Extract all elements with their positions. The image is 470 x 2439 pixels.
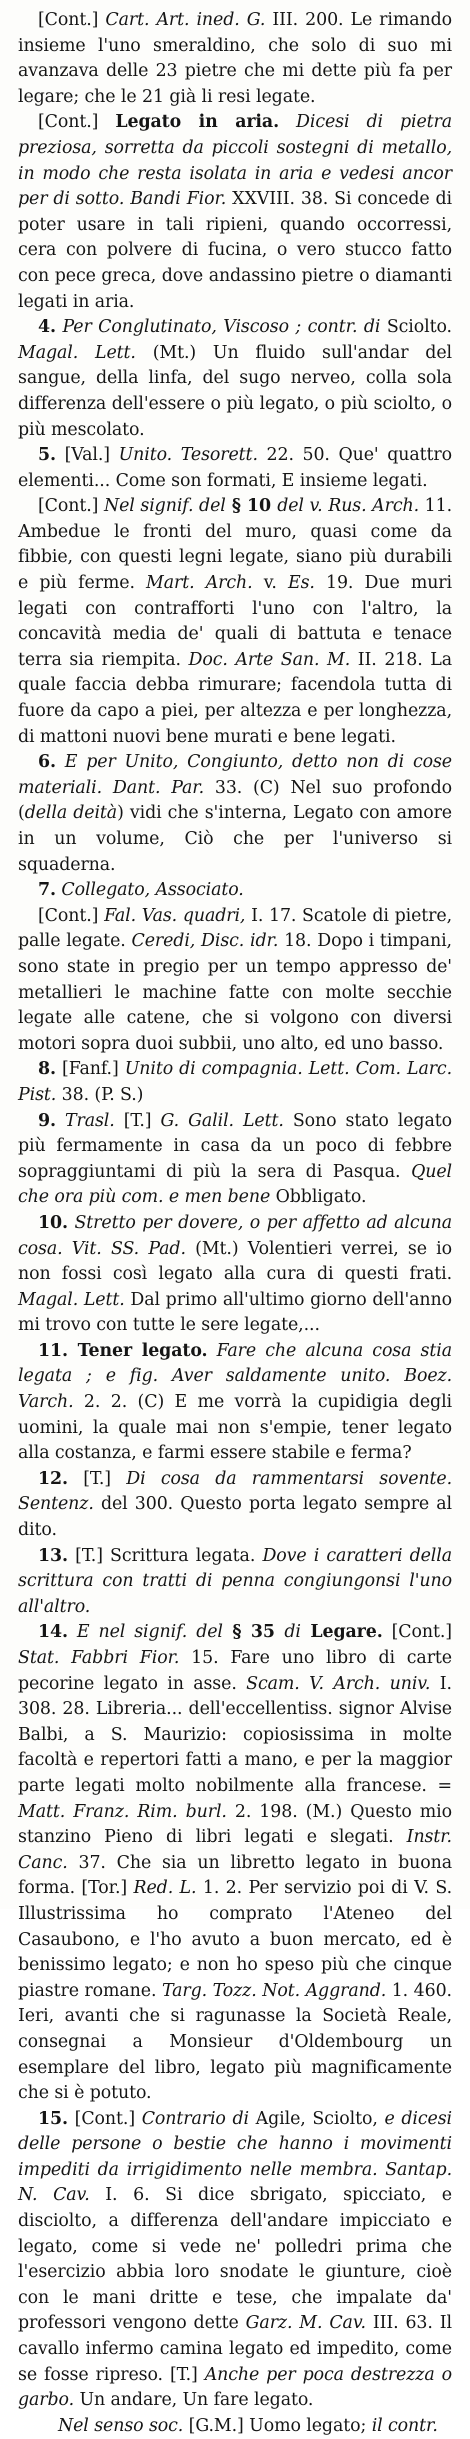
italic-gloss: Magal. Lett. bbox=[18, 1289, 125, 1310]
entry-text: Obbligato. bbox=[270, 1187, 367, 1208]
entry-text: [T.] bbox=[67, 1468, 127, 1489]
entry-text: 1. 460. Ieri, avanti che si ragunasse la Società Reale, consegnai a Monsieur d'Oldembourg un esemplare del libro, legato più magnificamente che si è potuto. bbox=[18, 1980, 452, 2104]
italic-gloss: di bbox=[284, 1622, 301, 1643]
entry-paragraph bbox=[18, 1620, 452, 2106]
italic-gloss: Dove i caratteri della scrittura con tratti di penna congiungonsi l'uno all'altro. bbox=[18, 1545, 452, 1617]
entry-text: [Fanf.] bbox=[55, 1059, 125, 1080]
italic-gloss: Unito di compagnia. Lett. Com. Larc. Pist. bbox=[18, 1059, 452, 1105]
entry-paragraph bbox=[18, 8, 452, 110]
italic-gloss: della deità bbox=[24, 803, 118, 824]
italic-gloss: Garz. M. Cav. bbox=[245, 2313, 366, 2334]
italic-gloss: Targ. Tozz. Not. Aggrand. bbox=[161, 1980, 387, 2001]
entry-text: [Cont.] bbox=[38, 905, 105, 926]
italic-gloss: Stretto per dovere, o per affetto ad alcuna cosa. Vit. SS. Pad. bbox=[18, 1212, 452, 1259]
entry-text: [Cont.] bbox=[38, 112, 116, 133]
italic-gloss: Mart. Arch. bbox=[146, 573, 253, 594]
entry-paragraph bbox=[18, 2414, 452, 2439]
sense-number: 12. bbox=[38, 1468, 68, 1489]
italic-gloss: Stat. Fabbri Fior. bbox=[18, 1648, 180, 1668]
entry-paragraph bbox=[18, 1339, 452, 1467]
italic-gloss: G. Galil. Lett. bbox=[160, 1110, 284, 1131]
entry-paragraph bbox=[18, 1109, 452, 1211]
entry-paragraph bbox=[18, 1544, 452, 1621]
sense-number: 7. bbox=[38, 880, 56, 901]
italic-gloss: Doc. Arte San. M. bbox=[188, 649, 351, 670]
italic-gloss: del v. Rus. Arch. bbox=[277, 496, 420, 517]
entry-text: III. 200. Le rimando insieme l'uno smeraldino, che solo di suo mi avanzava delle 23 pietre che mi dette più fa per legare; che le 21 già li resi legate. bbox=[18, 10, 453, 107]
entry-text: 1. 2. Per servizio poi di V. S. Illustrissima ho comprato l'Ateneo del Casaubono, e l'ho avuto a buon mercato, ed è benissimo legato; e non ho speso più che cinque piastre romane. bbox=[18, 1878, 452, 2001]
entry-text: [G.M.] Uomo legato; bbox=[183, 2415, 372, 2436]
italic-gloss: Nel senso soc. bbox=[58, 2415, 184, 2436]
sense-number: 13. bbox=[38, 1545, 68, 1566]
entry-text: 2. 2. (C) E me vorrà la cupidigia degli uomini, la quale mai non s'empie, tener legato alla costanza, e farmi essere stabile e ferma? bbox=[18, 1392, 452, 1464]
italic-gloss: E nel signif. del bbox=[67, 1622, 223, 1643]
sense-number: 11. bbox=[38, 1340, 68, 1361]
italic-gloss: Anche per poca destrezza o garbo. bbox=[18, 2364, 452, 2411]
italic-gloss: Scam. V. Arch. univ. bbox=[246, 1673, 431, 1694]
entry-paragraph bbox=[18, 494, 452, 750]
entry-text: del 300. Questo porta legato sempre al dito. bbox=[18, 1494, 452, 1541]
entry-text: I. 308. 28. Libreria... dell'eccellentiss. signor Alvise Balbi, a S. Maurizio: copiosissima in molte facoltà e repertori fatti a mano, e per la maggior parte legati molto nobilmente alla francese. = bbox=[18, 1673, 452, 1796]
sense-number: 8. bbox=[38, 1059, 56, 1080]
italic-gloss: Red. L. bbox=[133, 1878, 197, 1899]
italic-gloss: Magal. Lett. bbox=[18, 342, 136, 363]
italic-gloss: Cart. Art. ined. G. bbox=[105, 10, 266, 30]
entry-text: 38. (P. S.) bbox=[56, 1084, 144, 1105]
entry-text: II. 218. La quale faccia debba rimurare; facendola tutta di fuore da capo a piei, per altezza e per longhezza, di mattoni nuovi bene murati e bene legati. bbox=[18, 649, 452, 747]
entry-paragraph bbox=[18, 110, 452, 315]
entry-text bbox=[56, 1111, 65, 1131]
entry-paragraph bbox=[18, 1467, 452, 1544]
entry-text: [Cont.] bbox=[382, 1622, 452, 1643]
sense-number: 9. bbox=[38, 1110, 56, 1131]
sense-number: 15. bbox=[38, 2108, 68, 2129]
entry-paragraph bbox=[18, 2107, 452, 2414]
italic-gloss: Quel che ora più com. e men bene bbox=[18, 1161, 452, 1208]
italic-gloss: Trasl. bbox=[64, 1110, 115, 1131]
entry-headword: Legare. bbox=[300, 1622, 383, 1643]
entry-text: ) vidi che s'interna, Legato con amore in un volume, Ciò che per l'universo si squaderna. bbox=[18, 803, 452, 875]
entry-paragraph bbox=[18, 878, 452, 904]
entry-text: 11. Ambedue le fronti del muro, quasi come da fibbie, con questi legni legate, siano più durabili e più ferme. bbox=[18, 496, 453, 594]
entry-text: III. 63. Il cavallo infermo camina legato ed impedito, come se fosse ripreso. [T.] bbox=[18, 2313, 452, 2385]
entry-paragraph bbox=[18, 1211, 452, 1339]
entry-text: 15. Fare uno libro di carte pecorine legato in asse. bbox=[18, 1648, 452, 1694]
entry-paragraph bbox=[18, 1057, 452, 1108]
entry-text: (Mt.) Volentieri verrei, se io non fossi così legato alla cura di questi frati. bbox=[18, 1238, 452, 1285]
entry-text: [T.] Scrittura legata. bbox=[67, 1545, 263, 1566]
italic-gloss: Di cosa da rammentarsi sovente. Sentenz. bbox=[18, 1468, 452, 1515]
sense-number: § 35 bbox=[222, 1622, 285, 1643]
entry-text: XXVIII. 38. Si concede di poter usare in tali ripieni, quando occorressi, cera con polvere di fucina, o vero stucco fatto con pece greca, dove andassino pietre o diamanti legati in aria. bbox=[18, 189, 452, 312]
italic-gloss: Nel signif. del bbox=[104, 496, 226, 517]
italic-gloss: Per Conglutinato, Viscoso ; contr. di bbox=[55, 317, 381, 338]
entry-text: 19. Due muri legati con contrafforti l'uno con l'altro, la concavità media de' quali di battuta e tenace terra sia riempita. bbox=[18, 573, 452, 670]
italic-gloss: il contr. bbox=[371, 2415, 438, 2436]
entry-list bbox=[18, 8, 452, 2439]
entry-text: 33. (C) Nel suo profondo ( bbox=[18, 777, 452, 824]
italic-gloss: Es. bbox=[287, 573, 315, 594]
sense-number: § 10 bbox=[225, 496, 278, 517]
entry-paragraph bbox=[18, 443, 452, 494]
sense-number: 6. bbox=[38, 752, 56, 773]
sense-number: 14. bbox=[38, 1622, 68, 1643]
entry-headword: Tener legato. bbox=[67, 1340, 208, 1361]
entry-text: I. 6. Si dice sbrigato, spicciato, e disciolto, a differenza dell'andare impicciato e legato, come si vede ne' polledri prima che l'esercizio abbia loro snodate le giunture, cioè con le mani dritte e tese, che impalate da' professori vengono dette bbox=[18, 2185, 452, 2334]
italic-gloss: Instr. Canc. bbox=[18, 1827, 452, 1873]
entry-text: [Cont.] bbox=[38, 10, 106, 30]
entry-headword: Legato in aria. bbox=[115, 112, 280, 133]
italic-gloss: Matt. Franz. Rim. burl. bbox=[18, 1801, 227, 1822]
entry-text: Sciolto. bbox=[380, 317, 452, 338]
entry-text: v. bbox=[252, 573, 288, 594]
entry-text: Un andare, Un fare legato. bbox=[74, 2390, 314, 2411]
sense-number: 4. bbox=[38, 317, 56, 338]
entry-text: [Cont.] bbox=[38, 496, 104, 517]
entry-text: Sono stato legato più fermamente in casa da un poco di febbre sopraggiuntami di più la sera di Pasqua. bbox=[18, 1110, 452, 1182]
entry-text: 37. Che sia un libretto legato in buona forma. [Tor.] bbox=[18, 1852, 452, 1899]
sense-number: 5. bbox=[38, 445, 56, 466]
entry-text: Agile, Sciolto, bbox=[248, 2108, 385, 2129]
italic-gloss: Dicesi di pietra preziosa, sorretta da piccoli sostegni di metallo, in modo che resta isolata in aria e vedesi ancor per di sotto. Bandi Fior. bbox=[18, 112, 452, 210]
italic-gloss: e dicesi delle persone o bestie che hanno i movimenti impediti da irrigidimento nelle membra. Santap. N. Cav. bbox=[18, 2108, 453, 2206]
entry-text: [Cont.] bbox=[67, 2108, 142, 2129]
italic-gloss: Unito. Tesorett. bbox=[118, 445, 258, 466]
entry-paragraph bbox=[18, 750, 452, 878]
entry-text: 2. 198. (M.) Questo mio stanzino Pieno di libri legati e slegati. bbox=[18, 1801, 452, 1848]
entry-text: [Val.] bbox=[55, 445, 119, 466]
entry-text: 18. Dopo i timpani, sono state in pregio per un tempo appresso de' metallieri le machine fatte con molte secchie legate alle catene, che si volgono con diversi motori sopra duoi subbii, uno alto, ed uno basso. bbox=[18, 931, 452, 1054]
entry-text: Dal primo all'ultimo giorno dell'anno mi trovo con tutte le sere legate,... bbox=[18, 1289, 452, 1336]
italic-gloss: Ceredi, Disc. idr. bbox=[131, 931, 279, 952]
entry-paragraph bbox=[18, 904, 452, 1058]
entry-text: (Mt.) Un fluido sull'andar del sangue, della linfa, del sugo nerveo, colla sola differenza dell'essere o più legato, o più sciolto, o più mescolato. bbox=[18, 342, 452, 440]
italic-gloss: Fare che alcuna cosa stia legata ; e fig. Aver saldamente unito. Boez. Varch. bbox=[18, 1340, 452, 1413]
italic-gloss: Contrario di bbox=[141, 2108, 249, 2129]
entry-paragraph bbox=[18, 315, 452, 443]
italic-gloss: Fal. Vas. quadri, bbox=[104, 905, 246, 926]
entry-text: [T.] bbox=[114, 1110, 161, 1131]
entry-text: 22. 50. Que' quattro elementi... Come son formati, E insieme legati. bbox=[18, 445, 452, 491]
entry-text: I. 17. Scatole di pietre, palle legate. bbox=[18, 905, 452, 952]
sense-number: 10. bbox=[38, 1212, 68, 1233]
italic-gloss: Collegato, Associato. bbox=[55, 880, 244, 901]
italic-gloss: E per Unito, Congiunto, detto non di cose materiali. Dant. Par. bbox=[18, 752, 452, 798]
